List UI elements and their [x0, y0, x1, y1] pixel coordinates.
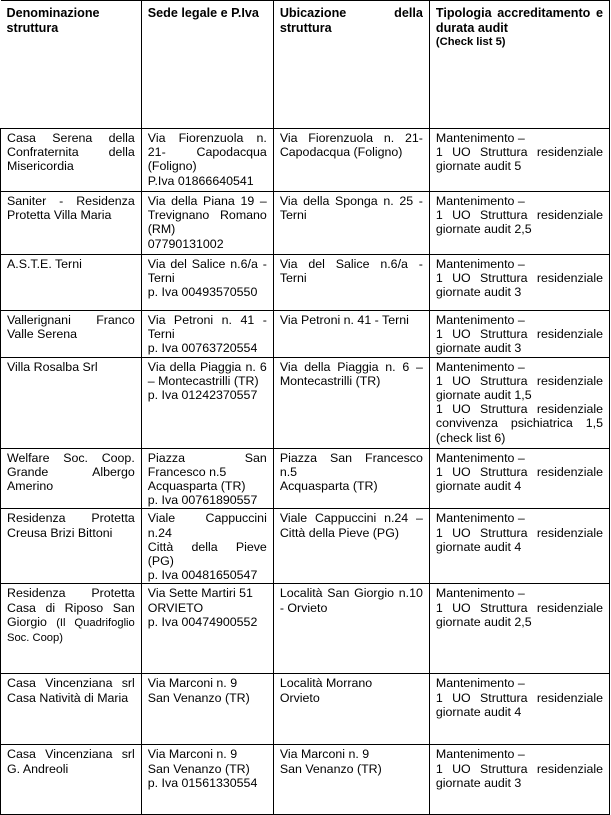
seat-line: San Venanzo (TR) [147, 761, 250, 776]
cell-type [429, 192, 609, 255]
cell-location [273, 448, 429, 509]
seat-line: p. Iva 00481650547 [147, 568, 258, 583]
type-line: Mantenimento – [435, 313, 525, 327]
cell-location [273, 745, 429, 815]
seat-line: Città della Pieve (PG) [147, 539, 267, 569]
cell-location [273, 255, 429, 311]
type-line: 1 UO Struttura residenziale giornate audit 1,5 [435, 373, 603, 403]
cell-name [1, 255, 142, 311]
table-row [1, 674, 610, 745]
table-row [1, 255, 610, 311]
table-header-row [1, 1, 610, 129]
location-line: Località San Giorgio n.10 - Orvieto [279, 586, 423, 615]
table-row [1, 311, 610, 358]
cell-name [1, 509, 142, 584]
structure-name: Casa Vincenziana srl G. Andreoli [7, 747, 135, 776]
structure-name: Casa Vincenziana srl Casa Natività di Maria [7, 676, 135, 705]
type-line: 1 UO Struttura residenziale giornate audit 3 [435, 327, 603, 356]
seat-line: p. Iva 01561330554 [147, 775, 258, 790]
header-type-title: Tipologia accreditamento e durata audit [435, 6, 603, 35]
location-line: Via della Piaggia n. 6 – Montecastrilli (TR) [279, 359, 423, 388]
cell-seat [141, 192, 273, 255]
header-type-checklist: (Check list 5) [435, 36, 506, 48]
cell-location [273, 509, 429, 584]
seat-line: Via Petroni n. 41 - Terni [147, 313, 267, 342]
table-row [1, 584, 610, 674]
type-line: 1 UO Struttura residenziale giornate audit 2,5 [435, 208, 603, 237]
type-line: Mantenimento – [435, 511, 525, 526]
location-line: Orvieto [279, 690, 320, 705]
cell-location [273, 311, 429, 358]
type-line: 1 UO Struttura residenziale giornate audit 5 [435, 145, 603, 174]
header-location: Ubicazione della struttura [273, 1, 429, 129]
structure-name: A.S.T.E. Terni [7, 257, 82, 271]
cell-name [1, 745, 142, 815]
cell-location [273, 584, 429, 674]
header-type [429, 1, 609, 129]
table-row [1, 745, 610, 815]
cell-seat [141, 745, 273, 815]
seat-line: Via Marconi n. 9 [147, 747, 238, 762]
cell-name [1, 311, 142, 358]
cell-location [273, 357, 429, 448]
seat-line: Acquasparta (TR) [147, 479, 246, 494]
cell-name [1, 674, 142, 745]
seat-line: Via del Salice n.6/a - Terni [147, 257, 267, 286]
cell-type [429, 509, 609, 584]
seat-line: p. Iva 00474900552 [147, 614, 258, 629]
seat-line: P.Iva 01866640541 [147, 173, 254, 188]
type-line: 1 UO Struttura residenziale giornate audit 3 [435, 271, 603, 300]
header-seat: Sede legale e P.Iva [141, 1, 273, 129]
type-line: Mantenimento – [435, 747, 525, 762]
cell-location [273, 192, 429, 255]
cell-type [429, 357, 609, 448]
structure-name: Casa Serena della Confraternita della Misericordia [7, 131, 135, 174]
location-line: Via Marconi n. 9 [279, 747, 370, 762]
cell-name [1, 129, 142, 192]
type-line: 1 UO Struttura residenziale giornate audit 4 [435, 690, 603, 719]
structure-name-note: (Il Quadrifoglio Soc. Coop) [7, 616, 135, 645]
table-row [1, 129, 610, 192]
location-line: Via Fiorenzuola n. 21- Capodacqua (Foligno) [279, 131, 423, 160]
cell-seat [141, 674, 273, 745]
cell-type [429, 584, 609, 674]
location-line: San Venanzo (TR) [279, 761, 382, 776]
table-row [1, 357, 610, 448]
type-line: 1 UO Struttura residenziale giornate audit 3 [435, 761, 603, 790]
type-line: 1 UO Struttura residenziale giornate audit 2,5 [435, 600, 603, 629]
location-line: Via Petroni n. 41 - Terni [279, 313, 409, 327]
table-row [1, 192, 610, 255]
type-line: Mantenimento – [435, 359, 525, 374]
type-line: Mantenimento – [435, 194, 525, 208]
type-line: Mantenimento – [435, 450, 525, 465]
cell-seat [141, 509, 273, 584]
cell-seat [141, 311, 273, 358]
header-name: Denominazione struttura [1, 1, 142, 129]
seat-line: Via della Piana 19 – Trevignano Romano (RM) [147, 194, 267, 237]
cell-seat [141, 448, 273, 509]
type-line: Mantenimento – [435, 676, 525, 691]
cell-name [1, 448, 142, 509]
table-row [1, 509, 610, 584]
type-line: Mantenimento – [435, 131, 525, 145]
structure-name: Welfare Soc. Coop. Grande Albergo Amerino [7, 450, 135, 494]
cell-type [429, 129, 609, 192]
structure-name: Saniter - Residenza Protetta Villa Maria [7, 194, 135, 223]
seat-line: Via della Piaggia n. 6 – Montecastrilli (TR) [147, 359, 267, 388]
cell-location [273, 129, 429, 192]
type-line: 1 UO Struttura residenziale giornate audit 4 [435, 464, 603, 494]
location-line: Via della Sponga n. 25 - Terni [279, 194, 423, 223]
cell-type [429, 311, 609, 358]
cell-type [429, 448, 609, 509]
seat-line: Via Sette Martiri 51 [147, 586, 253, 601]
seat-line: 07790131002 [147, 236, 224, 251]
location-line: Piazza San Francesco n.5 [279, 450, 423, 479]
structure-name: Vallerignani Franco Valle Serena [7, 313, 135, 342]
cell-seat [141, 357, 273, 448]
cell-type [429, 674, 609, 745]
seat-line: Via Fiorenzuola n. 21- Capodacqua (Foligno) [147, 131, 267, 174]
cell-seat [141, 584, 273, 674]
seat-line: San Venanzo (TR) [147, 690, 250, 705]
seat-line: Via Marconi n. 9 [147, 676, 238, 691]
seat-line: p. Iva 00763720554 [147, 341, 258, 356]
type-line: Mantenimento – [435, 586, 525, 601]
cell-type [429, 745, 609, 815]
structure-name: Residenza Protetta Creusa Brizi Bittoni [7, 511, 135, 540]
location-line: Via del Salice n.6/a - Terni [279, 257, 423, 286]
structure-name: Villa Rosalba Srl [7, 359, 98, 374]
table-row [1, 448, 610, 509]
cell-seat [141, 255, 273, 311]
seat-line: ORVIETO [147, 600, 204, 615]
seat-line: p. Iva 00761890557 [147, 493, 258, 508]
type-line: Mantenimento – [435, 257, 525, 271]
type-line: 1 UO Struttura residenziale giornate audit 4 [435, 525, 603, 554]
cell-name [1, 584, 142, 674]
seat-line: Viale Cappuccini n.24 [147, 511, 267, 540]
seat-line: p. Iva 00493570550 [147, 285, 258, 300]
cell-type [429, 255, 609, 311]
cell-seat [141, 129, 273, 192]
location-line: Acquasparta (TR) [279, 479, 378, 494]
cell-name [1, 357, 142, 448]
cell-name [1, 192, 142, 255]
type-line: 1 UO Struttura residenziale convivenza psichiatrica 1,5 (check list 6) [435, 402, 603, 445]
location-line: Viale Cappuccini n.24 – Città della Pieve (PG) [279, 511, 423, 540]
seat-line: p. Iva 01242370557 [147, 388, 258, 403]
structure-name: Residenza Protetta Casa di Riposo San Giorgio [7, 586, 135, 629]
seat-line: Piazza San Francesco n.5 [147, 450, 267, 479]
cell-location [273, 674, 429, 745]
location-line: Località Morrano [279, 676, 373, 691]
